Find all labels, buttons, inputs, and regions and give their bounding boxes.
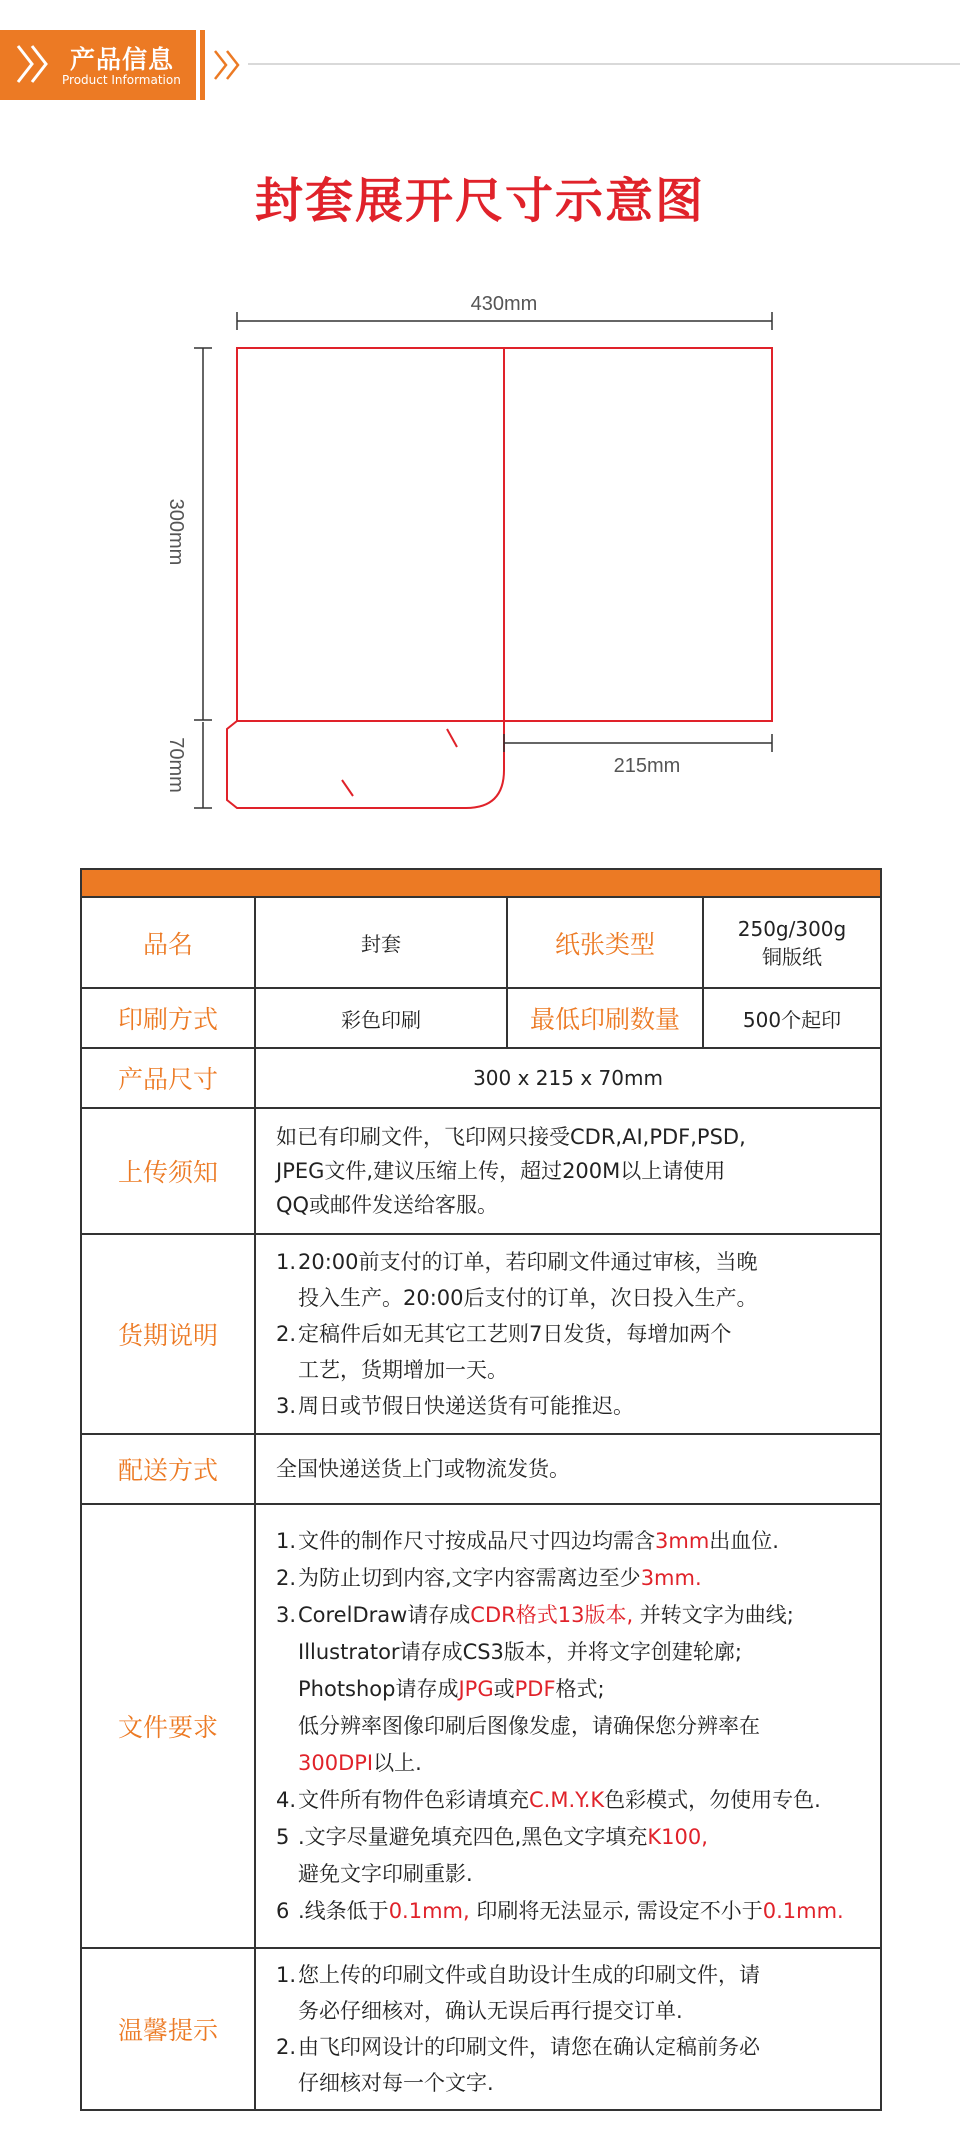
section-title: 产品信息 [70,45,175,74]
list-item: 3. CorelDraw请存成CDR格式13版本, 并转文字为曲线; [276,1602,794,1627]
diagram-title: 封套展开尺寸示意图 [254,173,705,229]
list-item: 2. 定稿件后如无其它工艺则7日发货，每增加两个 [276,1322,732,1346]
file-value [256,1505,880,1947]
card-slit [342,780,353,796]
width-label: 430mm [470,293,538,315]
upload-value [256,1109,880,1233]
print-label: 印刷方式 [82,989,256,1047]
height-label: 300mm [165,498,187,566]
double-chevron-right-icon [212,48,246,82]
list-item-continuation: 工艺，货期增加一天。 [298,1358,508,1382]
header-divider-bar [200,30,205,100]
tips-label: 温馨提示 [82,1949,256,2109]
paper-value-type: 铜版纸 [762,944,822,969]
table-row [82,896,880,987]
table-row [82,1433,880,1503]
list-item-continuation: 投入生产。20:00后支付的订单，次日投入生产。 [298,1286,758,1310]
upload-line: 如已有印刷文件，飞印网只接受CDR,AI,PDF,PSD, [276,1125,746,1149]
table-row [82,987,880,1047]
section-header-badge [0,30,196,100]
size-label: 产品尺寸 [82,1049,256,1107]
list-item-continuation: 低分辨率图像印刷后图像发虚，请确保您分辨率在 [298,1713,760,1738]
list-item: 1. 文件的制作尺寸按成品尺寸四边均需含3mm出血位. [276,1528,779,1553]
double-chevron-right-icon [14,42,54,86]
table-row [82,1503,880,1947]
list-item: 2. 为防止切到内容,文字内容需离边至少3mm. [276,1565,702,1590]
table-row [82,1047,880,1107]
table-row [82,1947,880,2109]
right-width-label: 215mm [613,755,681,777]
list-item: 1. 20:00前支付的订单，若印刷文件通过审核，当晚 [276,1250,758,1274]
name-value: 封套 [256,898,508,987]
list-item-continuation: 避免文字印刷重影. [298,1861,473,1886]
list-item: 1. 您上传的印刷文件或自助设计生成的印刷文件，请 [276,1963,760,1987]
list-item: 2. 由飞印网设计的印刷文件，请您在确认定稿前务必 [276,2035,760,2059]
table-header-band [82,870,880,896]
file-label: 文件要求 [82,1505,256,1947]
delivery-label: 货期说明 [82,1235,256,1433]
list-item: 5 .文字尽量避免填充四色,黑色文字填充K100, [276,1824,708,1849]
list-item: 4. 文件所有物件色彩请填充C.M.Y.K色彩模式，勿使用专色. [276,1787,821,1812]
header-rule [248,63,960,65]
list-item-continuation: Photshop请存成JPG或PDF格式; [298,1676,605,1701]
list-item-continuation: 300DPI以上. [298,1750,422,1775]
right-panel [504,348,772,721]
upload-line: JPEG文件,建议压缩上传，超过200M以上请使用 [276,1159,726,1183]
section-subtitle: Product Information [62,73,181,87]
shipping-value [256,1435,880,1503]
pocket-flap [227,721,504,808]
name-label: 品名 [82,898,256,987]
upload-label: 上传须知 [82,1109,256,1233]
min-qty-label: 最低印刷数量 [508,989,704,1047]
min-qty-value: 500个起印 [742,1007,842,1032]
tips-value [256,1949,880,2109]
list-item-continuation: 仔细核对每一个文字. [298,2071,494,2095]
paper-value-weight: 250g/300g [737,916,847,941]
left-panel [237,348,504,721]
section-header [0,0,960,100]
upload-line: QQ或邮件发送给客服。 [276,1193,499,1217]
paper-label: 纸张类型 [508,898,704,987]
flap-label: 70mm [165,737,187,793]
envelope-unfold-diagram [0,280,960,820]
list-item: 6 .线条低于0.1mm, 印刷将无法显示, 需设定不小于0.1mm. [276,1898,844,1923]
list-item-continuation: Illustrator请存成CS3版本，并将文字创建轮廓; [298,1639,742,1664]
list-item-continuation: 务必仔细核对，确认无误后再行提交订单. [298,1999,683,2023]
list-item: 3. 周日或节假日快递送货有可能推迟。 [276,1394,634,1418]
size-value: 300 x 215 x 70mm [473,1066,663,1090]
shipping-label: 配送方式 [82,1435,256,1503]
delivery-value [256,1235,880,1433]
paper-value [704,898,880,987]
table-row [82,1233,880,1433]
table-row [82,1107,880,1233]
card-slit [447,729,457,747]
spec-table [80,868,882,2111]
shipping-text: 全国快递送货上门或物流发货。 [276,1457,570,1481]
print-value: 彩色印刷 [256,989,508,1047]
